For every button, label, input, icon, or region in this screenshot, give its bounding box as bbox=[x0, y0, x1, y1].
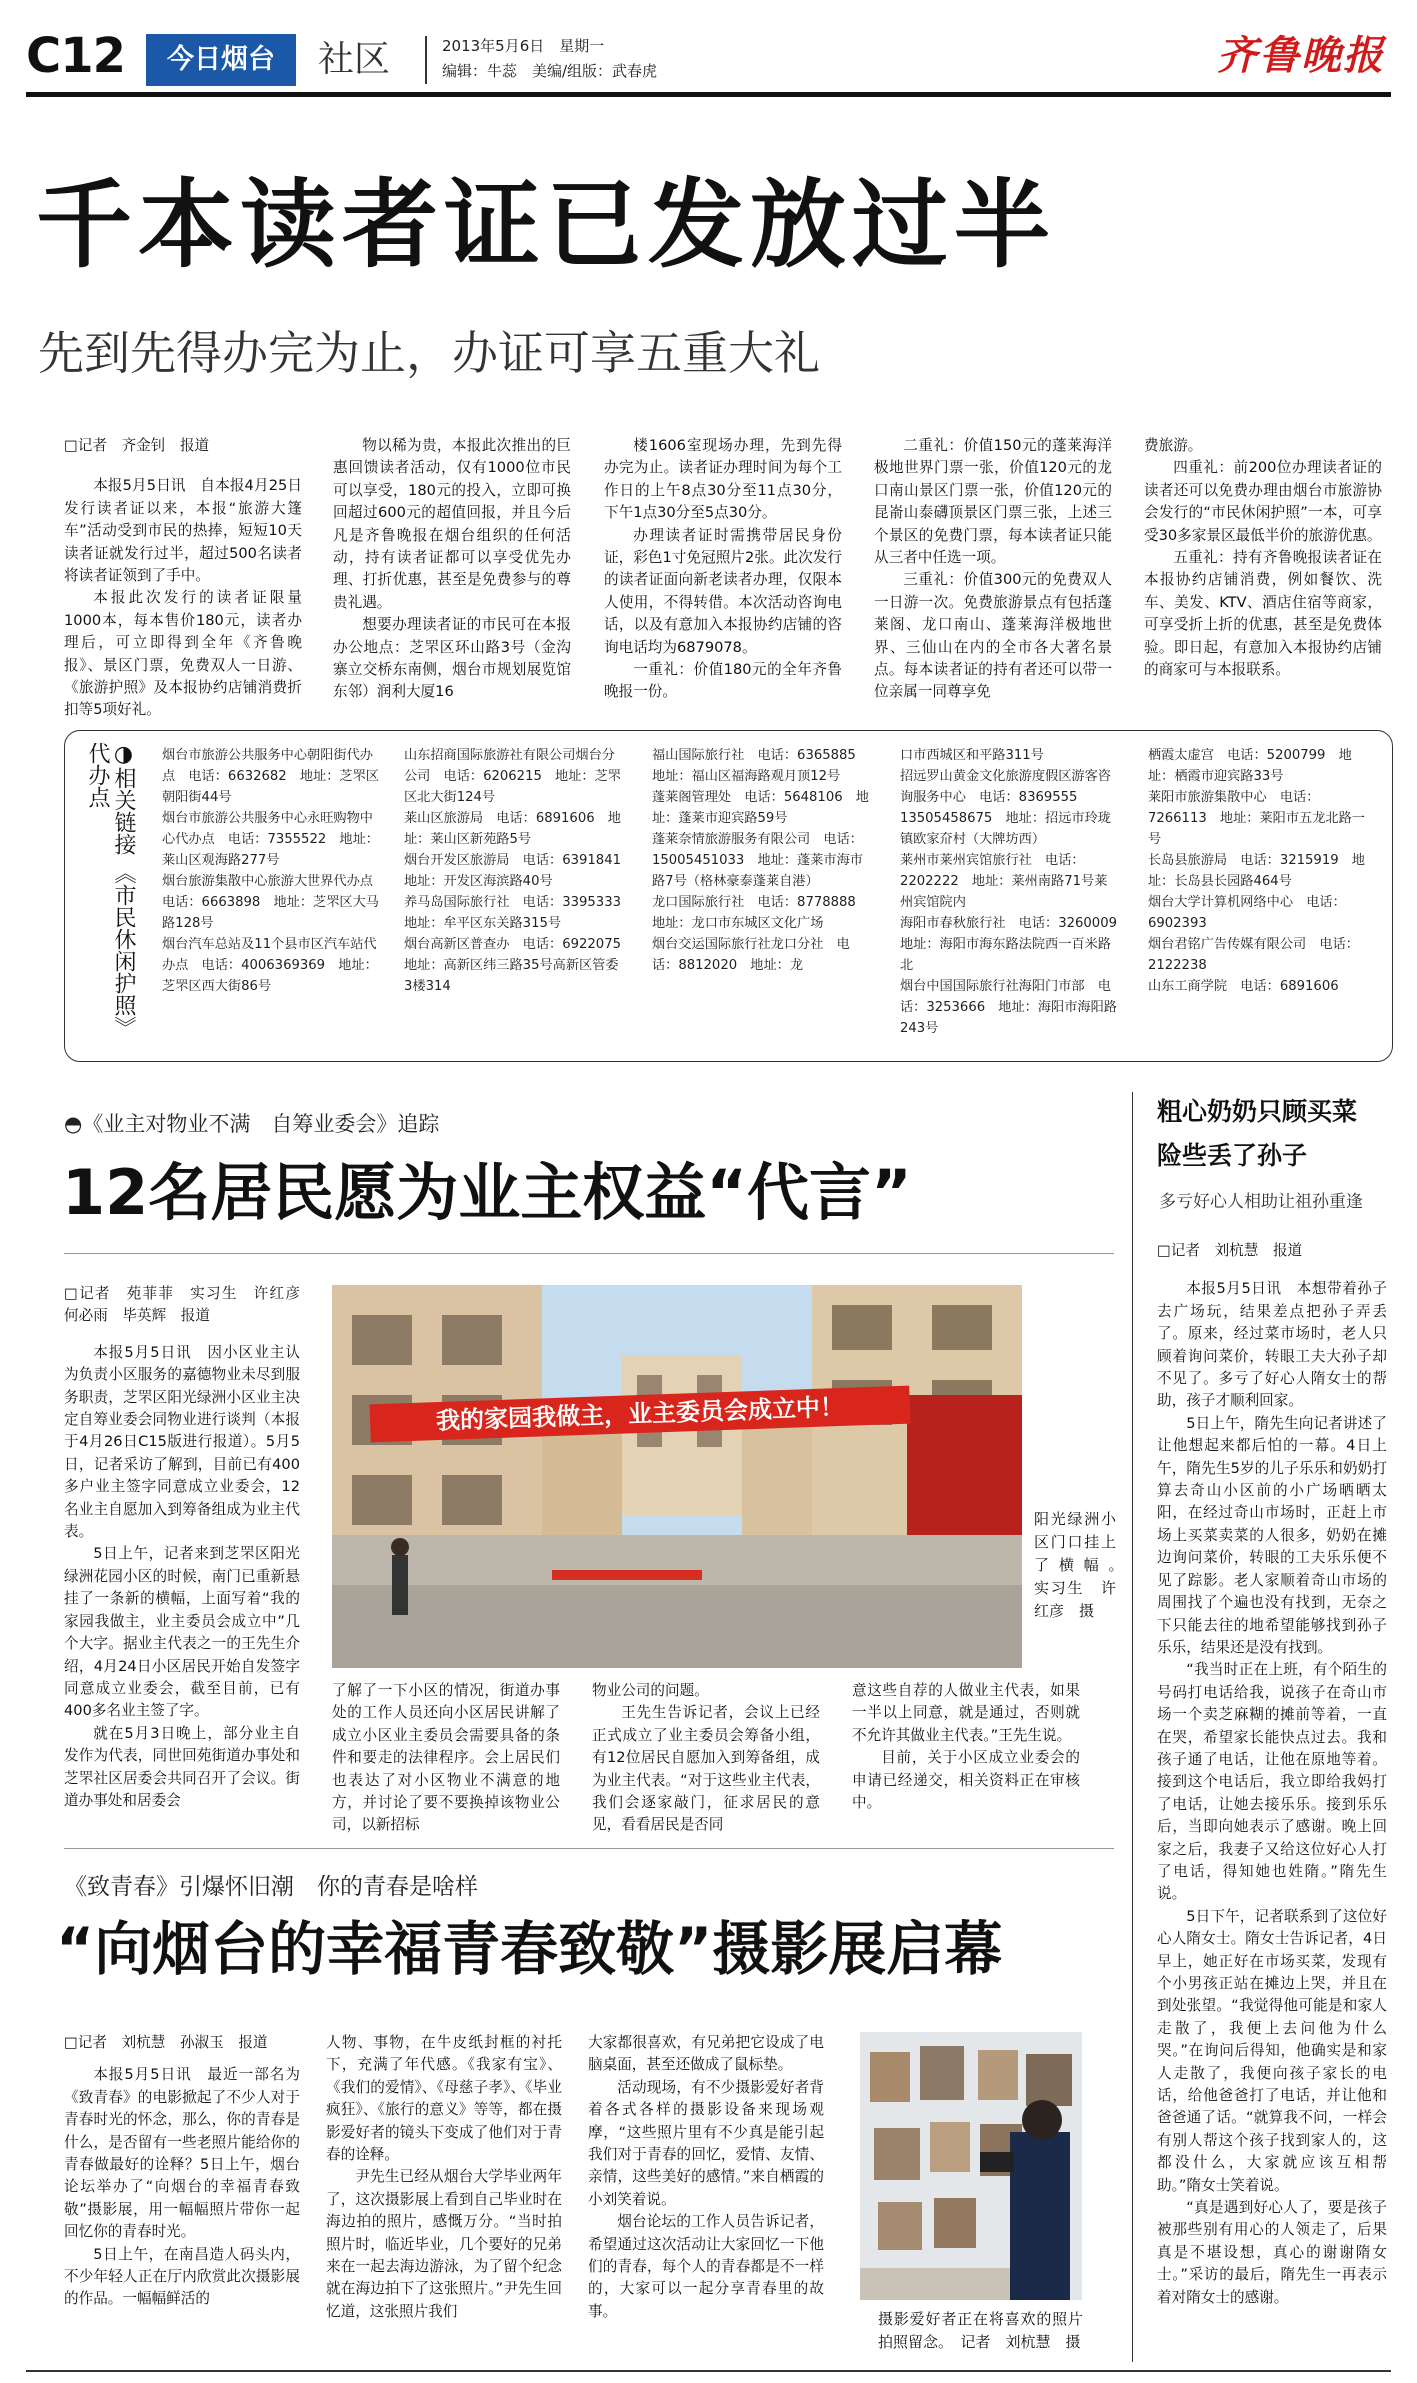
paragraph: 本报此次发行的读者证限量1000本，每本售价180元，读者办理后，可立即得到全年《齐鲁晚报》、景区门票，免费双人一日游、《旅游护照》及本报协约店铺消费折扣等5项好礼。 bbox=[64, 589, 302, 719]
paragraph: 想要办理读者证的市民可在本报办公地点：芝罘区环山路3号（金沟寨立交桥东南侧，烟台市规划展览馆东邻）润利大厦16 bbox=[333, 616, 571, 701]
subsection-label: 社区 bbox=[318, 39, 391, 80]
column-separator bbox=[1132, 1092, 1133, 2362]
main-column-3 bbox=[604, 435, 842, 705]
links-column-2 bbox=[404, 745, 635, 997]
paragraph: 本报5月5日讯 自本报4月25日发行读者证以来，本报“旅游大篷车”活动受到市民的热捧，短短10天读者证就发行过半，超过500名读者将读者证领到了手中。 bbox=[64, 477, 302, 585]
link-entry: 栖霞太虚宫 电话：5200799 地址：栖霞市迎宾路33号 bbox=[1148, 748, 1352, 784]
article2-column-3 bbox=[592, 1680, 820, 1834]
main-headline: 千本读者证已发放过半 bbox=[36, 169, 1056, 281]
links-column-1 bbox=[162, 745, 387, 997]
paragraph: 活动现场，有不少摄影爱好者背着各式各样的摄影设备来现场观摩，“这些照片里有不少真是能引起我们对于青春的回忆，爱情、友情、亲情，这些美好的感情。”来自栖霞的小刘笑着说。 bbox=[588, 2078, 824, 2208]
page-number: C12 bbox=[26, 28, 126, 84]
paragraph: 5日下午，记者联系到了这位好心人隋女士。隋女士告诉记者，4日早上，她正好在市场买菜，发现有个小男孩正站在摊边上哭，并且在到处张望。“我觉得他可能是和家人走散了，我便上去问他为什么哭。”在询问后得知，他确实是和家人走散了，我便向孩子家长的电话，给他爸爸打了电话，并让他和爸爸通了话。“就算我不问，一样会有别人帮这个孩子找到家人的，这都没什么，大家就应该互相帮助。”隋女士笑着说。 bbox=[1157, 1907, 1387, 2194]
paragraph: 楼1606室现场办理，先到先得办完为止。读者证办理时间为每个工作日的上午8点30分至11点30分，下午1点30分至5点30分。 bbox=[604, 437, 842, 522]
sidebar-byline: □记者 刘杭慧 报道 bbox=[1157, 1242, 1303, 1259]
paragraph: “真是遇到好心人了，要是孩子被那些别有用心的人领走了，后果真是不堪设想，真心的谢谢隋女士。”采访的最后，隋先生一再表示着对隋女士的感谢。 bbox=[1157, 2199, 1387, 2306]
header-divider bbox=[425, 36, 427, 84]
main-column-4 bbox=[874, 435, 1112, 705]
photo-caption: 摄影爱好者正在将喜欢的照片拍照留念。 记者 刘杭慧 摄 bbox=[878, 2310, 1083, 2351]
related-links-label: ◑相关链接 《市民休闲护照》代办点 bbox=[85, 742, 136, 1038]
paragraph: 5日上午，隋先生向记者讲述了让他想起来都后怕的一幕。4日上午，隋先生5岁的儿子乐乐和奶奶打算去奇山小区前的小广场晒晒太阳，在经过奇山市场时，正赶上市场上买菜卖菜的人很多，奶奶在摊边询问菜价，转眼的工夫乐乐便不见了踪影。老人家顺着奇山市场的周围找了个遍也没有找到，无奈之下只能去往的地希望能够找到孙子乐乐，结果还是没有找到。 bbox=[1157, 1414, 1387, 1656]
paragraph: 人物、事物，在牛皮纸封框的衬托下，充满了年代感。《我家有宝》、《我们的爱情》、《母慈子孝》、《毕业疯狂》、《旅行的意义》等等，都在摄影爱好者的镜头下变成了他们对于青春的诠释。 bbox=[326, 2034, 562, 2164]
article3-headline: “向烟台的幸福青春致敬”摄影展启幕 bbox=[56, 1915, 1003, 1983]
link-entry: 莱州市莱州宾馆旅行社 电话：2202222 地址：莱州南路71号莱州宾馆院内 bbox=[900, 853, 1108, 910]
paragraph: 了解了一下小区的情况，街道办事处的工作人员还向小区居民讲解了成立小区业主委员会需要具备的条件和要走的法律程序。会上居民们也表达了对小区物业不满意的地方，并讨论了要不要换掉该物业公司，以新招标 bbox=[332, 1682, 560, 1834]
sidebar-body bbox=[1157, 1240, 1387, 2365]
sidebar-subheadline: 多亏好心人相助让祖孙重逢 bbox=[1159, 1192, 1363, 1212]
paragraph: 目前，关于小区成立业委会的申请已经递交，相关资料正在审核中。 bbox=[852, 1749, 1080, 1812]
link-entry: 长岛县旅游局 电话：3215919 地址：长岛县长园路464号 bbox=[1148, 853, 1365, 889]
link-entry: 口市西城区和平路311号 bbox=[900, 748, 1044, 763]
link-entry: 养马岛国际旅行社 电话：3395333 地址：牟平区东关路315号 bbox=[404, 895, 635, 931]
issue-date: 2013年5月6日 星期一 bbox=[442, 37, 605, 55]
newspaper-logo: 齐鲁晚报 bbox=[1217, 32, 1385, 79]
link-entry: 烟台汽车总站及11个县市区汽车站代办点 电话：4006369369 地址：芝罘区西大街86号 bbox=[162, 937, 378, 994]
article3-column-2 bbox=[326, 2032, 562, 2367]
photo-illustration bbox=[332, 1285, 1022, 1668]
link-entry: 福山国际旅行社 电话：6365885 地址：福山区福海路观月顶12号 bbox=[652, 748, 869, 784]
link-entry: 烟台高新区普查办 电话：6922075 地址：高新区纬三路35号高新区管委3楼314 bbox=[404, 937, 635, 994]
article2-headline: 12名居民愿为业主权益“代言” bbox=[62, 1156, 912, 1229]
paragraph: 二重礼：价值150元的蓬莱海洋极地世界门票一张，价值120元的龙口南山景区门票一张，价值120元的昆嵛山泰礴顶景区门票三张，上述三个景区的免费门票，每本读者证只能从三者中任选一项。 bbox=[874, 437, 1112, 567]
paragraph: 本报5月5日讯 最近一部名为《致青春》的电影掀起了不少人对于青春时光的怀念，那么，你的青春是什么，是否留有一些老照片能给你的青春做最好的诠释？5日上午，烟台论坛举办了“向烟台的幸福青春致敬”摄影展，用一幅幅照片带你一起回忆你的青春时光。 bbox=[64, 2066, 300, 2241]
paragraph: 本报5月5日讯 本想带着孙子去广场玩，结果差点把孙子弄丢了。原来，经过菜市场时，老人只顾着询问菜价，转眼工夫大孙子却不见了。多亏了好心人隋女士的帮助，孩子才顺利回家。 bbox=[1157, 1280, 1387, 1410]
header-rule bbox=[26, 92, 1391, 97]
paragraph: 大家都很喜欢，有兄弟把它设成了电脑桌面，甚至还做成了鼠标垫。 bbox=[588, 2034, 824, 2074]
footer-rule bbox=[26, 2370, 1391, 2372]
paragraph: 王先生告诉记者，会议上已经正式成立了业主委员会筹备小组，有12位居民自愿加入到筹备组，成为业主代表。“对于这些业主代表，我们会逐家敲门，征求居民的意见，看看居民是否同 bbox=[592, 1704, 820, 1834]
article2-column-1 bbox=[64, 1283, 315, 1821]
link-entry: 烟台市旅游公共服务中心永旺购物中心代办点 电话：7355522 地址：莱山区观海路277号 bbox=[162, 811, 379, 868]
link-entry: 烟台大学计算机网络中心 电话：6902393 bbox=[1148, 895, 1346, 931]
links-column-5 bbox=[1148, 745, 1374, 997]
paragraph: 物业公司的问题。 bbox=[592, 1682, 709, 1699]
sidebar-headline-line-2: 险些丢了孙子 bbox=[1157, 1141, 1308, 1170]
divider bbox=[64, 1848, 1114, 1849]
banner-text: 我的家园我做主，业主委员会成立中！ bbox=[370, 1386, 911, 1443]
residents-banner-photo bbox=[332, 1285, 1022, 1668]
article3-kicker: 《致青春》引爆怀旧潮 你的青春是啥样 bbox=[64, 1874, 478, 1900]
paragraph: “我当时正在上班，有个陌生的号码打电话给我，说孩子在奇山市场一个卖芝麻糊的摊前等着，一直在哭，希望家长能快点过去。我和孩子通了电话，让他在原地等着。接到这个电话后，我立即给我妈打了电话，让她去接乐乐。接到乐乐后，当即向她表示了感谢。晚上回家之后，我妻子又给这位好心人打了电话，得知她也姓隋。”隋先生说。 bbox=[1157, 1661, 1387, 1903]
article2-column-2 bbox=[332, 1680, 560, 1834]
paragraph: 尹先生已经从烟台大学毕业两年了，这次摄影展上看到自己毕业时在海边拍的照片，感慨万分。“当时拍照片时，临近毕业，几个要好的兄弟来在一起去海边游泳，为了留个纪念就在海边拍下了这张照片。”尹先生回忆道，这张照片我们 bbox=[326, 2168, 562, 2320]
link-entry: 烟台君铭广告传媒有限公司 电话：2122238 bbox=[1148, 937, 1359, 973]
link-entry: 招远罗山黄金文化旅游度假区游客咨询服务中心 电话：8369555 13505458675 地址：招远市玲珑镇欧家夼村（大牌坊西） bbox=[900, 769, 1111, 847]
link-entry: 莱阳市旅游集散中心 电话：7266113 地址：莱阳市五龙北路一号 bbox=[1148, 790, 1365, 847]
article2-byline: □记者 苑菲菲 实习生 许红彦 何必雨 毕英辉 报道 bbox=[64, 1285, 315, 1325]
paragraph: 5日上午，记者来到芝罘区阳光绿洲花园小区的时候，南门已重新悬挂了一条新的横幅，上面写着“我的家园我做主，业主委员会成立中”几个大字。据业主代表之一的王先生介绍，4月24日小区居民开始自发签字同意成立业委会，截至目前，已有400多名业主签了字。 bbox=[64, 1545, 300, 1720]
divider bbox=[64, 1253, 1114, 1254]
photo-illustration bbox=[860, 2032, 1082, 2300]
paragraph: 一重礼：价值180元的全年齐鲁晚报一份。 bbox=[604, 661, 842, 701]
link-entry: 山东工商学院 电话：6891606 bbox=[1148, 979, 1339, 994]
link-entry: 蓬莱阁管理处 电话：5648106 地址：蓬莱市迎宾路59号 bbox=[652, 790, 869, 826]
main-subheadline: 先到先得办完为止，办证可享五重大礼 bbox=[38, 326, 820, 380]
main-byline: □记者 齐金钊 报道 bbox=[64, 437, 210, 454]
link-entry: 山东招商国际旅游社有限公司烟台分公司 电话：6206215 地址：芝罘区北大街124号 bbox=[404, 748, 621, 805]
paragraph: 费旅游。 bbox=[1144, 437, 1203, 454]
paragraph: 四重礼：前200位办理读者证的读者还可以免费办理由烟台市旅游协会发行的“市民休闲护照”一本，可享受30多家景区最低半价的旅游优惠。 bbox=[1144, 459, 1382, 544]
paragraph: 5日上午，在南昌造人码头内，不少年轻人正在厅内欣赏此次摄影展的作品。一幅幅鲜活的 bbox=[64, 2245, 300, 2308]
paragraph: 物以稀为贵，本报此次推出的巨惠回馈读者活动，仅有1000位市民可以享受，180元的投入，立即可换回超过600元的超值回报，并且今后凡是齐鲁晚报在烟台组织的任何活动，持有读者证都可以享受优先办理、打折优惠，甚至是免费参与的尊贵礼遇。 bbox=[333, 437, 571, 611]
sidebar-headline-line-1: 粗心奶奶只顾买菜 bbox=[1157, 1097, 1358, 1126]
article2-column-4 bbox=[852, 1680, 1080, 1822]
link-entry: 烟台市旅游公共服务中心朝阳街代办点 电话：6632682 地址：芝罘区朝阳街44号 bbox=[162, 748, 379, 805]
links-column-4 bbox=[900, 745, 1131, 1039]
article3-column-1 bbox=[64, 2032, 300, 2367]
article2-kicker: ◓《业主对物业不满 自筹业委会》追踪 bbox=[64, 1112, 440, 1136]
paragraph: 就在5月3日晚上，部分业主自发作为代表，同世回苑街道办事处和芝罘社区居委会共同召开了会议。街道办事处和居委会 bbox=[64, 1724, 300, 1809]
link-entry: 蓬莱奈情旅游服务有限公司 电话：15005451033 地址：蓬莱市海市路7号（格林豪泰蓬莱自港） bbox=[652, 832, 863, 889]
main-column-5 bbox=[1144, 435, 1382, 705]
link-entry: 海阳市春秋旅行社 电话：3260009 地址：海阳市海东路法院西一百米路北 bbox=[900, 916, 1131, 973]
links-column-3 bbox=[652, 745, 870, 976]
main-column-1 bbox=[64, 435, 302, 719]
paragraph: 办理读者证时需携带居民身份证，彩色1寸免冠照片2张。此次发行的读者证面向新老读者办理，仅限本人使用，不得转借。本次活动咨询电话，以及有意加入本报协约店铺的咨询电话均为6879078。 bbox=[604, 526, 842, 656]
link-entry: 龙口国际旅行社 电话：8778888 地址：龙口市东城区文化广场 bbox=[652, 895, 869, 931]
link-entry: 烟台交运国际旅行社龙口分社 电话：8812020 地址：龙 bbox=[652, 937, 850, 973]
editor-credit: 编辑：牛蕊 美编/组版：武春虎 bbox=[442, 62, 658, 80]
link-entry: 烟台开发区旅游局 电话：6391841 地址：开发区海滨路40号 bbox=[404, 853, 635, 889]
link-entry: 烟台中国国际旅行社海阳门市部 电话：3253666 地址：海阳市海阳路243号 bbox=[900, 979, 1117, 1036]
section-badge: 今日烟台 bbox=[146, 34, 296, 86]
article3-column-3 bbox=[588, 2032, 824, 2367]
main-column-2 bbox=[333, 435, 571, 705]
paragraph: 烟台论坛的工作人员告诉记者，希望通过这次活动让大家回忆一下他们的青春，每个人的青春都是不一样的，大家可以一起分享青春里的故事。 bbox=[588, 2213, 824, 2320]
paragraph: 五重礼：持有齐鲁晚报读者证在本报协约店铺消费，例如餐饮、洗车、美发、KTV、酒店住宿等商家，可享受折上折的优惠，甚至是免费体验。即日起，有意加入本报协约店铺的商家可与本报联系。 bbox=[1144, 549, 1382, 679]
link-entry: 莱山区旅游局 电话：6891606 地址：莱山区新苑路5号 bbox=[404, 811, 621, 847]
photo-caption: 阳光绿洲小区门口挂上了横幅。 实习生 许红彦 摄 bbox=[1034, 1510, 1132, 1620]
paragraph: 三重礼：价值300元的免费双人一日游一次。免费旅游景点有包括蓬莱阁、龙口南山、蓬莱海洋极地世界、三仙山在内的全市各大著名景点。每本读者证的持有者还可以带一位亲属一同尊享免 bbox=[874, 571, 1112, 701]
paragraph: 意这些自荐的人做业主代表，如果一半以上同意，就是通过，否则就不允许其做业主代表。”王先生说。 bbox=[852, 1682, 1080, 1744]
article3-byline: □记者 刘杭慧 孙淑玉 报道 bbox=[64, 2034, 268, 2051]
exhibition-photo bbox=[860, 2032, 1082, 2300]
link-entry: 烟台旅游集散中心旅游大世界代办点 电话：6663898 地址：芝罘区大马路128号 bbox=[162, 874, 387, 931]
paragraph: 本报5月5日讯 因小区业主认为负责小区服务的嘉德物业未尽到服务职责，芝罘区阳光绿洲小区业主决定自筹业委会同物业进行谈判（本报于4月26日C15版进行报道）。5月5日，记者采访了解到，目前已有400多户业主签字同意成立业委会，12名业主自愿加入到筹备组成为业主代表。 bbox=[64, 1343, 300, 1541]
